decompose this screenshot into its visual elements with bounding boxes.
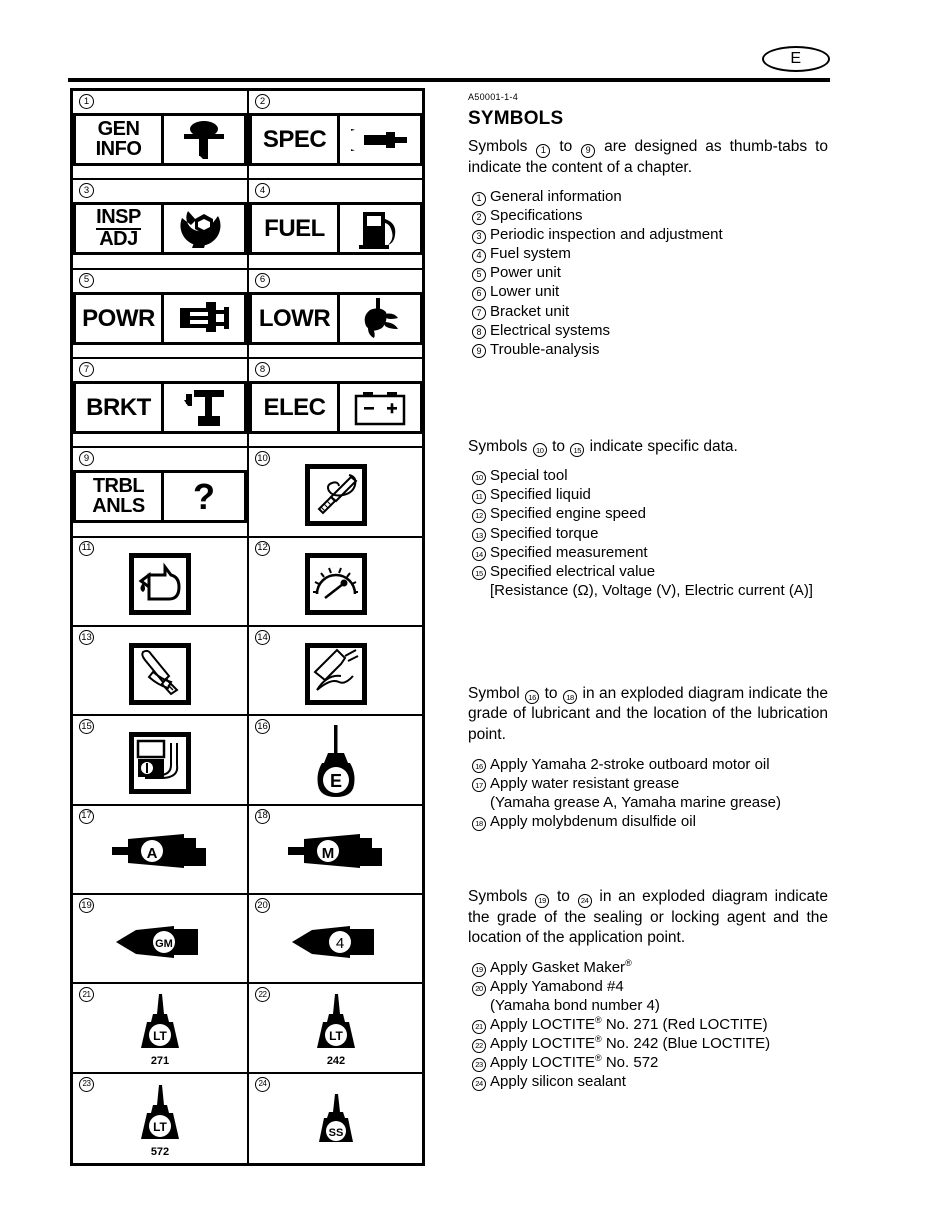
- oil-can-icon: [135, 559, 185, 610]
- sealant-bottle-badge: SS: [328, 1127, 344, 1140]
- lube-intro-suffix: in an exploded diagram indicate the grade of lubricant and the location of the lubrication point.: [468, 684, 828, 744]
- list-item: [468, 485, 828, 504]
- outboard-motor-icon: [164, 116, 244, 163]
- data-intro-suffix: indicate specific data.: [589, 437, 738, 455]
- list-label: Specified torque: [490, 524, 599, 542]
- thumb-tab-line-1: BRKT: [86, 393, 151, 421]
- list-marker: 16: [472, 759, 486, 773]
- multimeter-icon: [135, 735, 185, 790]
- list-label: Apply Yamaha 2-stroke outboard motor oil: [490, 755, 770, 773]
- lubricant-list: [468, 755, 828, 793]
- symbol-number-7: 7: [79, 362, 94, 377]
- list-marker: 5: [472, 268, 486, 282]
- list-label: [490, 1015, 828, 1034]
- sealant-tube-icon: [290, 920, 382, 964]
- list-label-tail: No. 271 (Red LOCTITE): [601, 1015, 768, 1033]
- list-marker: 11: [472, 490, 486, 504]
- symbol-number-8: 8: [255, 362, 270, 377]
- seal-range-from: 19: [535, 894, 549, 908]
- list-label: Apply silicon sealant: [490, 1073, 626, 1091]
- question-mark-icon: [164, 473, 244, 520]
- torque-wrench-icon: [135, 646, 185, 701]
- lube-intro-mid: to: [544, 684, 558, 702]
- framed-icon-box: [305, 643, 367, 705]
- thumb-tab-label: [76, 116, 164, 163]
- thumb-tab-line-1: TRBL: [92, 475, 145, 498]
- list-item: [468, 1053, 828, 1072]
- list-marker: 14: [472, 547, 486, 561]
- list-label: Periodic inspection and adjustment: [490, 226, 723, 244]
- symbol-cell-1: [73, 91, 249, 180]
- list-marker: 3: [472, 230, 486, 244]
- loctite-grade-caption: 242: [326, 1055, 346, 1068]
- wrench-nut-icon: [164, 205, 244, 252]
- framed-icon-box: [129, 553, 191, 615]
- symbol-number-17: 17: [79, 809, 94, 824]
- list-item: [468, 958, 828, 977]
- symbol-number-5: 5: [79, 273, 94, 288]
- sealant-tube-badge: 4: [335, 934, 345, 952]
- list-label-tail: No. 242 (Blue LOCTITE): [601, 1035, 771, 1053]
- specific-data-list: [468, 466, 828, 580]
- symbol-number-20: 20: [255, 898, 270, 913]
- grease-tube-badge: A: [146, 845, 158, 863]
- list-label-text: Apply LOCTITE: [490, 1035, 596, 1053]
- thumb-tab-line-2: ADJ: [99, 227, 138, 250]
- framed-icon-box: [305, 464, 367, 526]
- list-marker: 20: [472, 982, 486, 996]
- propeller-gearcase-icon: [340, 295, 420, 342]
- loctite-bottle-icon: [303, 994, 369, 1067]
- intro-range-from: 1: [536, 144, 550, 158]
- electrical-value-note: [Resistance (Ω), Voltage (V), Electric current (A)]: [490, 581, 813, 599]
- thumb-tab-label: [76, 205, 164, 252]
- symbol-cell-15: [73, 716, 249, 805]
- symbol-number-22: 22: [255, 987, 270, 1002]
- list-marker: 22: [472, 1039, 486, 1053]
- symbol-number-12: 12: [255, 541, 270, 556]
- battery-icon: [340, 384, 420, 431]
- registered-mark: ®: [595, 1053, 602, 1064]
- list-marker: 24: [472, 1077, 486, 1091]
- symbol-number-9: 9: [79, 451, 94, 466]
- list-label: Specified measurement: [490, 543, 648, 561]
- list-label-text: Apply LOCTITE: [490, 1054, 596, 1072]
- list-item: [468, 321, 828, 340]
- list-item: [468, 504, 828, 523]
- intro-range-to: 9: [581, 144, 595, 158]
- list-marker: 23: [472, 1058, 486, 1072]
- symbol-cell-5: [73, 270, 249, 359]
- symbol-cell-17: [73, 806, 249, 895]
- specific-data-block: [468, 437, 828, 600]
- list-marker: 17: [472, 778, 486, 792]
- grease-tube-icon: [286, 828, 386, 876]
- document-code: A50001-1-4: [468, 92, 519, 102]
- registered-mark: ®: [595, 1014, 602, 1025]
- list-label: Special tool: [490, 467, 568, 485]
- symbol-number-2: 2: [255, 94, 270, 109]
- yamabond-note: (Yamaha bond number 4): [490, 996, 660, 1014]
- thumb-tab-spec: [249, 113, 423, 166]
- thumb-tab-label: [76, 295, 164, 342]
- intro-suffix: are designed as thumb-tabs to indicate the content of a chapter.: [468, 138, 828, 176]
- symbol-cell-7: [73, 359, 249, 448]
- sealant-list-cont: [468, 1015, 828, 1091]
- loctite-bottle-badge: LT: [153, 1119, 167, 1134]
- list-marker: 1: [472, 192, 486, 206]
- question-mark-glyph: ?: [193, 475, 215, 517]
- list-label: Specified liquid: [490, 486, 591, 504]
- seal-intro-mid: to: [556, 887, 570, 905]
- list-marker: 15: [472, 566, 486, 580]
- thumb-tab-trbl-anls: [73, 470, 247, 523]
- list-item: [468, 1072, 828, 1091]
- symbol-cell-19: [73, 895, 249, 984]
- list-label: Power unit: [490, 264, 561, 282]
- lubricant-block: [468, 684, 828, 831]
- list-item: [468, 524, 828, 543]
- chapter-symbol-list: [468, 187, 828, 358]
- thumb-tab-label: [252, 384, 340, 431]
- grease-note: (Yamaha grease A, Yamaha marine grease): [490, 793, 781, 811]
- thumb-tab-brkt: [73, 381, 247, 434]
- list-label-tail: No. 572: [601, 1054, 659, 1072]
- thumb-tab-label: [252, 295, 340, 342]
- symbols-text-column: [468, 92, 828, 1091]
- list-item: [468, 206, 828, 225]
- list-marker: 13: [472, 528, 486, 542]
- list-label: Lower unit: [490, 283, 560, 301]
- symbol-cell-13: [73, 627, 249, 716]
- symbol-number-1: 1: [79, 94, 94, 109]
- symbol-cell-24: [249, 1074, 423, 1163]
- tachometer-icon: [311, 560, 361, 609]
- registered-mark: ®: [595, 1034, 602, 1045]
- loctite-grade-caption: 271: [150, 1055, 170, 1068]
- symbol-cell-8: [249, 359, 423, 448]
- list-label: Specified electrical value: [490, 562, 656, 580]
- loctite-bottle-badge: LT: [329, 1029, 343, 1044]
- list-item: [468, 977, 828, 996]
- micrometer-icon: [340, 116, 420, 163]
- list-label: Apply molybdenum disulfide oil: [490, 812, 696, 830]
- list-marker: 12: [472, 509, 486, 523]
- list-label: [490, 1034, 828, 1053]
- list-item: [468, 774, 828, 793]
- thumb-tab-line-1: INSP: [96, 206, 141, 229]
- list-item: [468, 543, 828, 562]
- list-label: [490, 1053, 828, 1072]
- symbol-number-4: 4: [255, 183, 270, 198]
- symbol-number-13: 13: [79, 630, 94, 645]
- list-item: [468, 755, 828, 774]
- grease-tube-icon: [110, 828, 210, 876]
- fuel-pump-icon: [340, 205, 420, 252]
- list-label: Specifications: [490, 207, 583, 225]
- thumb-tab-line-1: SPEC: [262, 125, 327, 153]
- sealant-tube-icon: [114, 920, 206, 964]
- symbol-number-6: 6: [255, 273, 270, 288]
- symbol-grid: [70, 88, 425, 1166]
- data-intro-mid: to: [552, 437, 565, 455]
- symbol-number-14: 14: [255, 630, 270, 645]
- oil-bottle-badge: E: [329, 770, 343, 791]
- thumb-tab-gen-info: [73, 113, 247, 166]
- thumb-tab-line-2: INFO: [95, 137, 142, 160]
- lube-intro-prefix: Symbol: [468, 684, 520, 702]
- data-intro-paragraph: [468, 437, 828, 458]
- oil-bottle-icon: [306, 725, 366, 801]
- seal-intro-prefix: Symbols: [468, 887, 528, 905]
- symbol-number-23: 23: [79, 1077, 94, 1092]
- thumb-tab-label: [252, 116, 340, 163]
- intro-prefix: Symbols: [468, 138, 528, 155]
- loctite-bottle-badge: LT: [153, 1029, 167, 1044]
- thumb-tab-line-1: ELEC: [263, 393, 326, 421]
- lube-range-to: 18: [563, 690, 577, 704]
- list-marker: 2: [472, 211, 486, 225]
- list-label: Fuel system: [490, 245, 571, 263]
- symbol-cell-18: [249, 806, 423, 895]
- symbol-cell-11: [73, 538, 249, 627]
- thumb-tab-insp-adj: [73, 202, 247, 255]
- list-label-text: Apply Gasket Maker: [490, 958, 626, 976]
- symbol-cell-6: [249, 270, 423, 359]
- symbol-number-21: 21: [79, 987, 94, 1002]
- sealant-list: [468, 958, 828, 996]
- list-marker: 6: [472, 287, 486, 301]
- market-code-badge: E: [762, 46, 830, 72]
- list-label-text: Apply LOCTITE: [490, 1015, 596, 1033]
- list-label: Electrical systems: [490, 321, 611, 339]
- list-item: [468, 812, 828, 831]
- symbol-cell-16: [249, 716, 423, 805]
- list-item: [468, 1015, 828, 1034]
- list-item: [468, 466, 828, 485]
- symbol-cell-22: [249, 984, 423, 1073]
- engine-block-icon: [164, 295, 244, 342]
- list-marker: 21: [472, 1020, 486, 1034]
- list-label: Bracket unit: [490, 302, 570, 320]
- list-marker: 8: [472, 325, 486, 339]
- sealant-tube-badge: GM: [155, 937, 173, 950]
- thumb-tab-line-1: FUEL: [264, 215, 325, 243]
- lubricant-list-cont: [468, 812, 828, 831]
- list-item: [468, 225, 828, 244]
- bracket-clamp-icon: [164, 384, 244, 431]
- list-item: [468, 187, 828, 206]
- list-item: [468, 340, 828, 359]
- thumb-tab-line-2: ANLS: [92, 494, 145, 517]
- list-item: [468, 562, 828, 581]
- thumb-tab-powr: [73, 292, 247, 345]
- loctite-bottle-icon: [127, 994, 193, 1067]
- list-label: Trouble-analysis: [490, 340, 600, 358]
- symbol-number-11: 11: [79, 541, 94, 556]
- symbol-cell-10: [249, 448, 423, 537]
- symbol-cell-2: [249, 91, 423, 180]
- thumb-tab-lowr: [249, 292, 423, 345]
- symbol-number-18: 18: [255, 809, 270, 824]
- lube-range-from: 16: [525, 690, 539, 704]
- symbol-cell-12: [249, 538, 423, 627]
- symbol-cell-3: [73, 180, 249, 269]
- list-item: [468, 244, 828, 263]
- seal-intro-suffix: in an exploded diagram indicate the grade of the sealing or locking agent and the location of the application point.: [468, 887, 828, 947]
- symbol-number-19: 19: [79, 898, 94, 913]
- symbol-cell-4: [249, 180, 423, 269]
- list-marker: 7: [472, 306, 486, 320]
- thumb-tab-line-1: GEN: [97, 118, 140, 141]
- list-marker: 10: [472, 471, 486, 485]
- loctite-grade-caption: 572: [150, 1145, 170, 1158]
- data-range-to: 15: [570, 443, 584, 457]
- thumb-tab-label: [76, 473, 164, 520]
- framed-icon-box: [129, 732, 191, 794]
- sealant-bottle-icon: [303, 1092, 369, 1150]
- seal-range-to: 24: [578, 894, 592, 908]
- page-title: SYMBOLS: [468, 108, 564, 129]
- list-label: General information: [490, 188, 622, 206]
- sealant-block: [468, 887, 828, 1091]
- intro-paragraph: [468, 137, 828, 178]
- data-intro-prefix: Symbols: [468, 437, 528, 455]
- list-marker: 19: [472, 963, 486, 977]
- sealant-intro-paragraph: [468, 887, 828, 949]
- symbol-number-24: 24: [255, 1077, 270, 1092]
- framed-icon-box: [305, 553, 367, 615]
- symbol-number-15: 15: [79, 719, 94, 734]
- list-label: Apply Yamabond #4: [490, 977, 624, 995]
- symbol-number-3: 3: [79, 183, 94, 198]
- list-marker: 9: [472, 344, 486, 358]
- list-item: [468, 302, 828, 321]
- list-item: [468, 282, 828, 301]
- registered-mark: ®: [625, 957, 632, 968]
- thumb-tab-elec: [249, 381, 423, 434]
- symbol-cell-20: [249, 895, 423, 984]
- symbol-cell-21: [73, 984, 249, 1073]
- list-item: [468, 263, 828, 282]
- thumb-tab-label: [76, 384, 164, 431]
- thumb-tab-line-1: LOWR: [258, 304, 331, 332]
- thumb-tab-fuel: [249, 202, 423, 255]
- grease-tube-badge: M: [321, 845, 335, 863]
- list-label: [490, 958, 828, 977]
- list-marker: 4: [472, 249, 486, 263]
- symbol-number-10: 10: [255, 451, 270, 466]
- list-label: Apply water resistant grease: [490, 774, 680, 792]
- header-rule: [68, 78, 830, 82]
- symbol-number-16: 16: [255, 719, 270, 734]
- symbol-cell-9: [73, 448, 249, 537]
- symbol-cell-14: [249, 627, 423, 716]
- loctite-bottle-icon: [127, 1085, 193, 1158]
- symbol-cell-23: [73, 1074, 249, 1163]
- list-marker: 18: [472, 817, 486, 831]
- thumb-tab-line-1: POWR: [82, 304, 155, 332]
- special-tool-icon: [311, 467, 361, 522]
- data-range-from: 10: [533, 443, 547, 457]
- list-label: Specified engine speed: [490, 505, 646, 523]
- framed-icon-box: [129, 643, 191, 705]
- lubricant-intro-paragraph: [468, 684, 828, 746]
- thumb-tab-label: [252, 205, 340, 252]
- caliper-icon: [311, 646, 361, 701]
- list-item: [468, 1034, 828, 1053]
- intro-mid: to: [559, 138, 573, 155]
